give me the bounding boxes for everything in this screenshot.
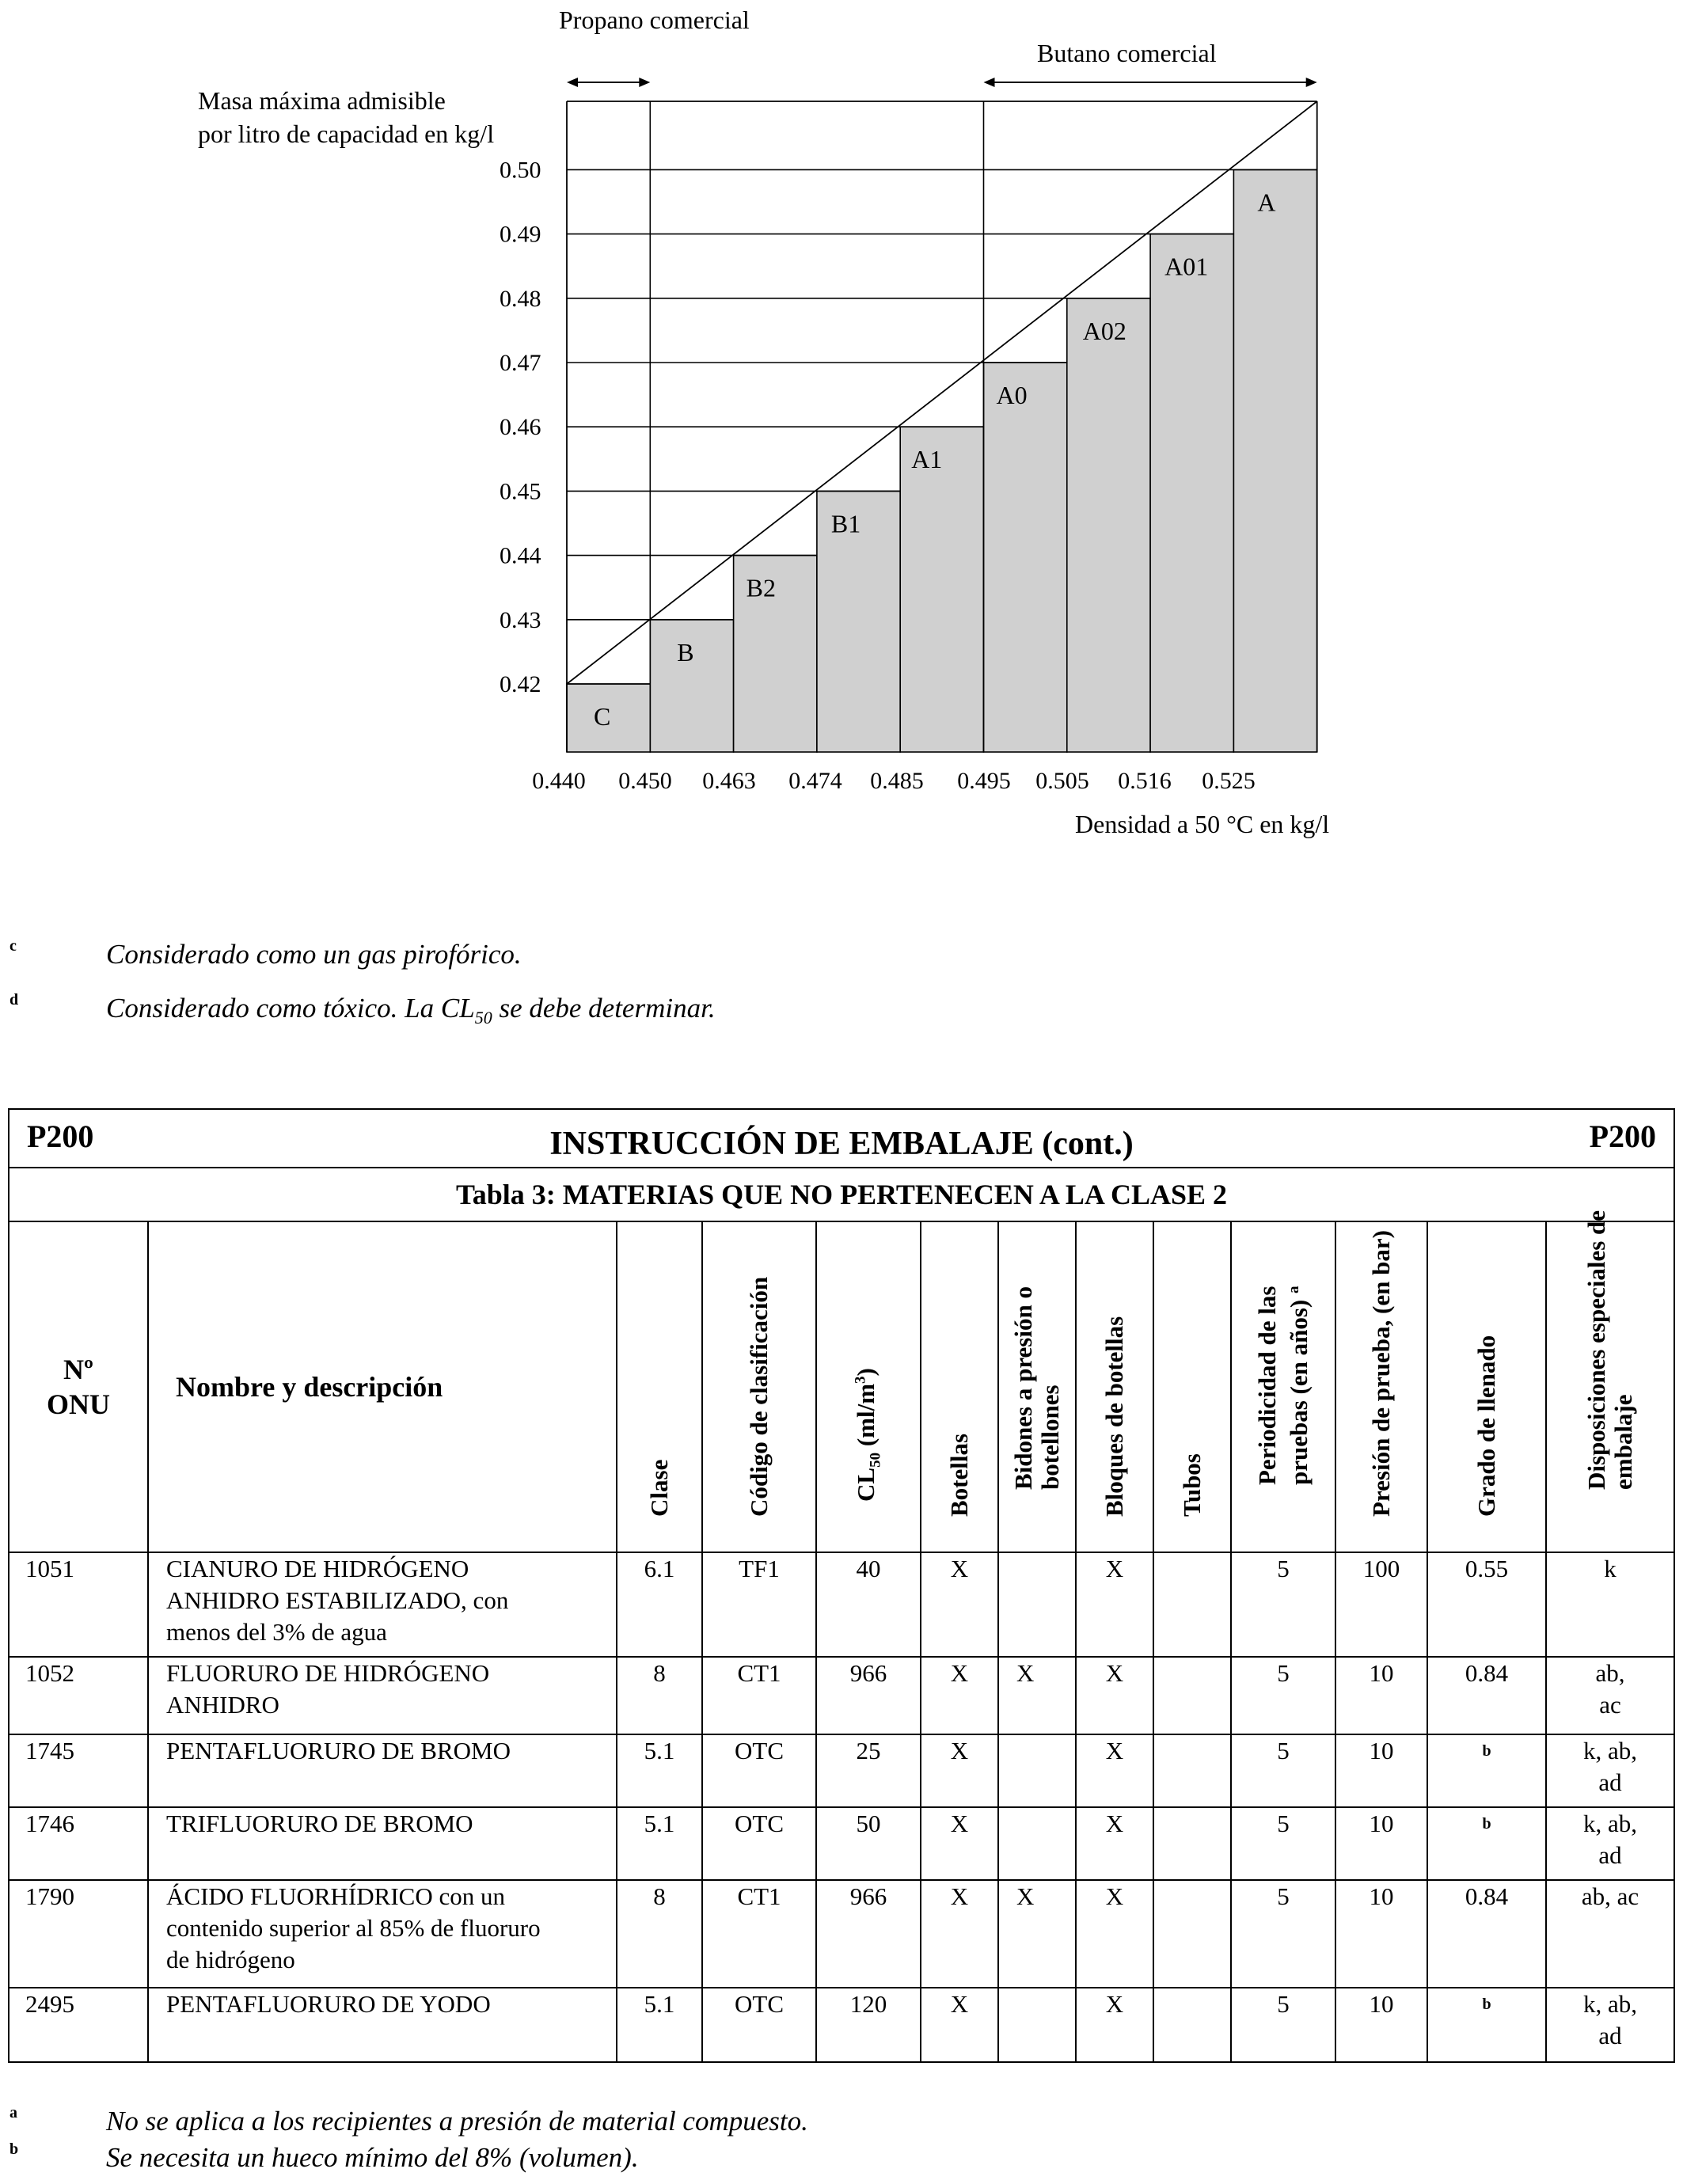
cell-periodicidad: 5 [1231, 1880, 1335, 1988]
table-row [9, 1657, 1674, 1734]
disposiciones-line: ac [1599, 1691, 1621, 1719]
cell-codigo: OTC [702, 1807, 816, 1880]
y-axis-title-line2: por litro de capacidad en kg/l [198, 120, 495, 148]
step-label: A [1257, 188, 1276, 217]
column-header-row [9, 1221, 1674, 1552]
cell-cl50: 966 [816, 1880, 921, 1988]
step-label: B [677, 637, 694, 667]
step-label: B2 [746, 573, 776, 602]
cell-bidones [998, 1807, 1076, 1880]
cell-periodicidad: 5 [1231, 1657, 1335, 1734]
x-tick-label: 0.525 [1202, 768, 1256, 794]
col-header-clase: Clase [617, 1221, 702, 1552]
x-tick-label: 0.474 [788, 768, 842, 794]
col-header-botellas: Botellas [921, 1221, 998, 1552]
table-row [9, 1880, 1674, 1988]
col-header-presion: Presión de prueba, (en bar) [1335, 1221, 1427, 1552]
cell-presion: 10 [1335, 1734, 1427, 1807]
footnote-c [0, 939, 1683, 993]
col-header-onu: Nº ONU [9, 1221, 148, 1552]
y-tick-label: 0.48 [500, 285, 541, 312]
step-label: A01 [1164, 252, 1209, 281]
table-row [9, 1734, 1674, 1807]
col-header-periodicidad: Periodicidad de las pruebas (en años) $^a$ [1231, 1221, 1335, 1552]
table-title: INSTRUCCIÓN DE EMBALAJE (cont.) [549, 1126, 1134, 1162]
disposiciones-line: ab, ac [1581, 1882, 1639, 1910]
x-tick-label: 0.516 [1118, 768, 1172, 794]
name-line: TRIFLUORURO DE BROMO [166, 1810, 473, 1837]
y-axis-title-line1: Masa máxima admisible [198, 86, 446, 115]
propano-arrow-head-right [639, 78, 650, 87]
col-header-tubos: Tubos [1153, 1221, 1231, 1552]
x-tick-label: 0.463 [702, 768, 756, 794]
cell-bidones [998, 1734, 1076, 1807]
x-tick-label: 0.505 [1035, 768, 1089, 794]
step-bar [900, 427, 983, 752]
footnote-text: No se aplica a los recipientes a presión de material compuesto. [106, 2106, 808, 2137]
col-header-name: Nombre y descripción [148, 1221, 617, 1552]
table-body [9, 1552, 1674, 2062]
cell-codigo: OTC [702, 1988, 816, 2062]
name-line: CIANURO DE HIDRÓGENO [166, 1555, 469, 1582]
name-line: PENTAFLUORURO DE YODO [166, 1990, 491, 2018]
step-label: C [594, 702, 611, 731]
disposiciones-line: ad [1598, 1768, 1622, 1796]
cell-clase: 8 [617, 1880, 702, 1988]
col-header-bloques: Bloques de botellas [1076, 1221, 1153, 1552]
propano-arrow-head-left [567, 78, 578, 87]
step-bar [1233, 169, 1316, 752]
footnote-mark: b [9, 2140, 19, 2158]
cell-bloques: X [1076, 1657, 1153, 1734]
cell-cl50: 120 [816, 1988, 921, 2062]
cell-tubos [1153, 1657, 1231, 1734]
footnotes-top [0, 939, 1683, 1046]
cell-onu: 1052 [9, 1657, 148, 1734]
footnote-text: Se necesita un hueco mínimo del 8% (volumen). [106, 2142, 639, 2173]
cell-name [148, 1657, 617, 1734]
cell-grado: b [1427, 1988, 1546, 2062]
cell-botellas: X [921, 1552, 998, 1657]
table-row [9, 1552, 1674, 1657]
cell-botellas: X [921, 1988, 998, 2062]
cell-bidones [998, 1988, 1076, 2062]
y-tick-label: 0.49 [500, 221, 541, 248]
x-tick-label: 0.450 [618, 768, 672, 794]
table-title-row [9, 1109, 1674, 1168]
col-header-cl50: $CL_{50}$ $(ml/m^3)$ [816, 1221, 921, 1552]
cell-disposiciones [1546, 1807, 1674, 1880]
cell-presion: 10 [1335, 1807, 1427, 1880]
cell-codigo: CT1 [702, 1880, 816, 1988]
cell-bidones: X [998, 1657, 1076, 1734]
x-axis-title: Densidad a 50 °C en kg/l [1075, 810, 1330, 838]
disposiciones-line: k [1604, 1555, 1617, 1582]
cell-disposiciones [1546, 1657, 1674, 1734]
y-tick-label: 0.42 [500, 671, 541, 697]
cell-bloques: X [1076, 1807, 1153, 1880]
cell-name [148, 1988, 617, 2062]
y-tick-label: 0.50 [500, 157, 541, 184]
disposiciones-line: ad [1598, 1841, 1622, 1869]
cell-name [148, 1807, 617, 1880]
name-line: de hidrógeno [166, 1946, 295, 1973]
packing-instruction-table [8, 1108, 1675, 2063]
name-line: ÁCIDO FLUORHÍDRICO con un [166, 1882, 505, 1910]
step-bar [984, 363, 1067, 752]
cell-presion: 100 [1335, 1552, 1427, 1657]
cell-presion: 10 [1335, 1880, 1427, 1988]
cell-onu: 1051 [9, 1552, 148, 1657]
cell-name [148, 1552, 617, 1657]
x-tick-label: 0.440 [532, 768, 586, 794]
col-header-grado: Grado de llenado [1427, 1221, 1546, 1552]
disposiciones-line: ad [1598, 2022, 1622, 2049]
footnote-a [0, 2106, 1683, 2142]
cell-botellas: X [921, 1657, 998, 1734]
col-header-bidones: Bidones a presión o botellones [998, 1221, 1076, 1552]
cell-tubos [1153, 1734, 1231, 1807]
cell-presion: 10 [1335, 1657, 1427, 1734]
cell-periodicidad: 5 [1231, 1988, 1335, 2062]
name-line: menos del 3% de agua [166, 1618, 387, 1646]
chart-ranges [559, 6, 1317, 87]
step-label: A0 [996, 381, 1028, 409]
disposiciones-line: k, ab, [1583, 1990, 1638, 2018]
table-row [9, 1807, 1674, 1880]
y-tick-label: 0.47 [500, 350, 541, 376]
table-row [9, 1988, 1674, 2062]
name-line: PENTAFLUORURO DE BROMO [166, 1737, 511, 1764]
y-tick-label: 0.44 [500, 542, 541, 569]
cell-periodicidad: 5 [1231, 1552, 1335, 1657]
cell-cl50: 966 [816, 1657, 921, 1734]
footnote-mark: a [9, 2104, 17, 2121]
cell-grado: b [1427, 1734, 1546, 1807]
y-tick-label: 0.45 [500, 478, 541, 505]
y-tick-label: 0.46 [500, 414, 541, 441]
cell-bloques: X [1076, 1552, 1153, 1657]
cell-botellas: X [921, 1880, 998, 1988]
footnote-mark: d [9, 991, 19, 1008]
cell-onu: 1790 [9, 1880, 148, 1988]
cell-bloques: X [1076, 1734, 1153, 1807]
x-tick-label: 0.495 [957, 768, 1011, 794]
cell-clase: 5.1 [617, 1807, 702, 1880]
footnote-d [0, 993, 1683, 1046]
col-header-disposiciones: Disposiciones especiales de embalaje [1546, 1221, 1674, 1552]
step-label: B1 [830, 509, 861, 538]
cell-clase: 5.1 [617, 1734, 702, 1807]
cell-bidones [998, 1552, 1076, 1657]
cell-tubos [1153, 1880, 1231, 1988]
propano-label: Propano comercial [559, 6, 750, 34]
cell-grado: 0.55 [1427, 1552, 1546, 1657]
table-subtitle-row [9, 1168, 1674, 1221]
step-bar [1150, 234, 1233, 752]
footnote-text: Considerado como tóxico. La $CL_{50}$ se debe determinar. [106, 993, 716, 1027]
name-line: FLUORURO DE HIDRÓGENO [166, 1659, 490, 1687]
cell-botellas: X [921, 1734, 998, 1807]
cell-periodicidad: 5 [1231, 1807, 1335, 1880]
cell-presion: 10 [1335, 1988, 1427, 2062]
footnote-mark: c [9, 937, 17, 955]
x-tick-label: 0.485 [870, 768, 924, 794]
butano-arrow-head-right [1306, 78, 1317, 87]
butano-arrow-head-left [984, 78, 995, 87]
table-subtitle: Tabla 3: MATERIAS QUE NO PERTENECEN A LA CLASE 2 [9, 1168, 1674, 1221]
cell-onu: 1746 [9, 1807, 148, 1880]
footnote-b [0, 2142, 1683, 2178]
name-line: ANHIDRO ESTABILIZADO, con [166, 1586, 509, 1614]
cell-clase: 5.1 [617, 1988, 702, 2062]
cell-codigo: CT1 [702, 1657, 816, 1734]
cell-bidones: X [998, 1880, 1076, 1988]
step-bar [1067, 298, 1150, 752]
cell-grado: 0.84 [1427, 1880, 1546, 1988]
x-tick-labels [532, 768, 1256, 794]
cell-disposiciones [1546, 1552, 1674, 1657]
y-tick-labels [500, 157, 541, 697]
cell-cl50: 40 [816, 1552, 921, 1657]
y-tick-label: 0.43 [500, 606, 541, 633]
cell-name [148, 1734, 617, 1807]
step-label: A02 [1082, 316, 1126, 345]
disposiciones-line: k, ab, [1583, 1810, 1638, 1837]
cell-clase: 8 [617, 1657, 702, 1734]
name-line: contenido superior al 85% de fluoruro [166, 1914, 541, 1942]
filling-ratio-chart [0, 0, 1683, 855]
disposiciones-line: ab, [1595, 1659, 1625, 1687]
cell-clase: 6.1 [617, 1552, 702, 1657]
cell-codigo: OTC [702, 1734, 816, 1807]
col-header-codigo: Código de clasificación [702, 1221, 816, 1552]
cell-onu: 2495 [9, 1988, 148, 2062]
cell-onu: 1745 [9, 1734, 148, 1807]
cell-botellas: X [921, 1807, 998, 1880]
cell-disposiciones [1546, 1880, 1674, 1988]
instruction-code-left: P200 [27, 1119, 94, 1154]
cell-tubos [1153, 1552, 1231, 1657]
cell-periodicidad: 5 [1231, 1734, 1335, 1807]
cell-tubos [1153, 1988, 1231, 2062]
cell-grado: b [1427, 1807, 1546, 1880]
cell-disposiciones [1546, 1734, 1674, 1807]
cell-bloques: X [1076, 1988, 1153, 2062]
cell-name [148, 1880, 617, 1988]
step-label: A1 [911, 445, 943, 474]
cell-tubos [1153, 1807, 1231, 1880]
butano-label: Butano comercial [1037, 39, 1217, 67]
cell-cl50: 50 [816, 1807, 921, 1880]
cell-grado: 0.84 [1427, 1657, 1546, 1734]
footnotes-bottom [0, 2106, 1683, 2178]
instruction-code-right: P200 [1589, 1119, 1657, 1154]
cell-bloques: X [1076, 1880, 1153, 1988]
name-line: ANHIDRO [166, 1691, 279, 1719]
cell-disposiciones [1546, 1988, 1674, 2062]
disposiciones-line: k, ab, [1583, 1737, 1638, 1764]
footnote-text: Considerado como un gas pirofórico. [106, 939, 522, 970]
cell-codigo: TF1 [702, 1552, 816, 1657]
cell-cl50: 25 [816, 1734, 921, 1807]
